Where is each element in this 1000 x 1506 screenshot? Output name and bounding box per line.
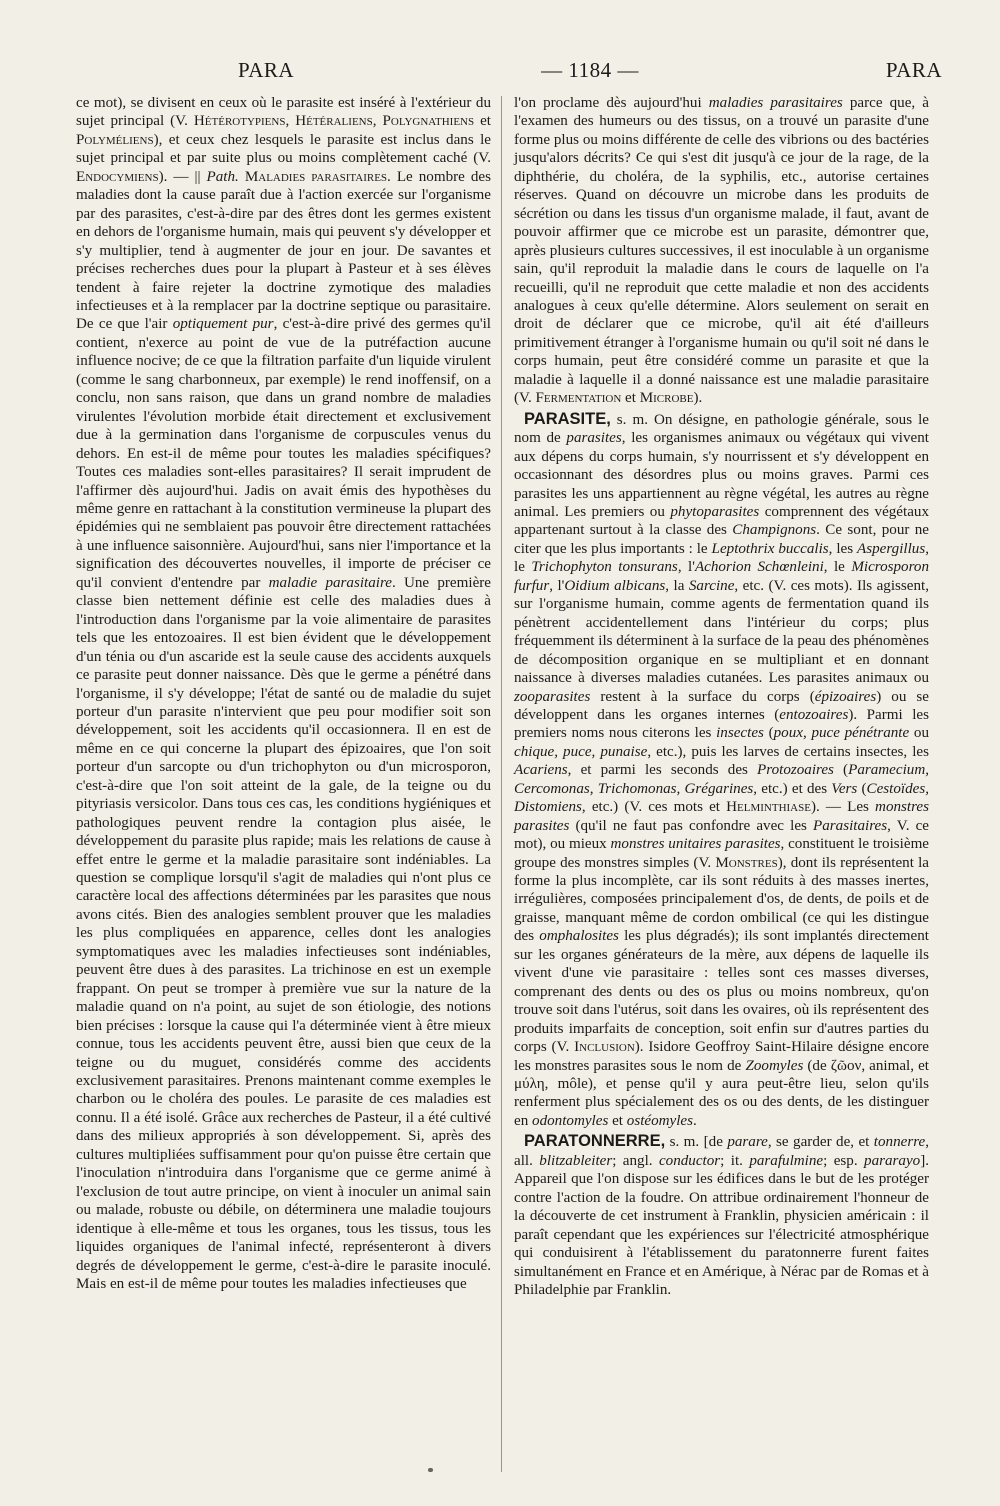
headword-paratonnerre: PARATONNERRE, [524,1132,666,1151]
page-number: — 1184 — [541,58,639,82]
text-columns [76,94,944,1480]
header-left-word: PARA [238,58,295,82]
entry-parasite: PARASITE, s. m. On désigne, en pathologie générale, sous le nom de parasites, les organismes animaux ou végétaux qui vivent aux dépens du corps humain, s'y nourrissent et s'y développent en occasionnant des désordres plus ou moins graves. Parmi ces parasites les uns appartiennent au règne végétal, les autres au règne animal. Les premiers ou phytoparasites comprennent des végétaux appartenant surtout à la classe des Champignons. Ce sont, pour ne citer que les plus importants : le Leptothrix buccalis, les Aspergillus, le Trichophyton tonsurans, l'Achorion Schœnleini, le Microsporon furfur, l'Oidium albicans, la Sarcine, etc. (V. ces mots). Ils agissent, sur l'organisme humain, comme agents de fermentation quand ils pénètrent accidentellement dans l'intérieur du corps; plus fréquemment ils déterminent à la surface de la peau des phénomènes de décomposition organique en se multipliant et en donnant naissance à diverses maladies cutanées. Les parasites animaux ou zooparasites restent à la surface du corps (épizoaires) ou se développent dans les organes internes (entozoaires). Parmi les premiers noms nous citerons les insectes (poux, puce pénétrante ou chique, puce, punaise, etc.), puis les larves de certains insectes, les Acariens, et parmi les seconds des Protozoaires (Paramecium, Cercomonas, Trichomonas, Grégarines, etc.) et des Vers (Cestoïdes, Distomiens, etc.) (V. ces mots et Helminthiase). — Les monstres parasites (qu'il ne faut pas confondre avec les Parasitaires, V. ce mot), ou mieux monstres unitaires parasites, constituent le troisième groupe des monstres simples (V. Monstres), dont ils représentent la forme la plus incomplète, car ils sont réduits à des masses inertes, irrégulières, composées principalement d'os, de dents, de poils et de graisse, manquant même de cordon ombilical (ce qui les distingue des omphalosites les plus dégradés); ils sont implantés directement sur les organes générateurs de la mère, aux dépens de laquelle ils vivent d'une vie parasitaire : telles sont ces masses diverses, comprenant des dents ou des os plus ou moins nombreux, qu'on trouve soit dans l'utérus, soit dans les ovaires, où ils représentent des produits imparfaits de conception, soit enfin sur d'autres parties du corps (V. Inclusion). Isidore Geoffroy Saint-Hilaire désigne encore les monstres parasites sous le nom de Zoomyles (de ζῶον, animal, et μύλη, môle), et pense qu'il y aura peut-être lieu, selon qu'ils renferment plus spécialement des os ou des dents, de les distinguer en odontomyles et ostéomyles. [514,409,930,1129]
paragraph-maladies-parasitaires-end: l'on proclame dès aujourd'hui maladies parasitaires parce que, à l'examen des humeurs ou des tissus, on a trouvé un parasite d'une forme plus ou moins différente de celle des vibrions ou des bactéries jusqu'alors décrits? Ce qui s'est dit jusqu'à ce jour de la rage, de la diphthérie, du choléra, de la syphilis, etc., autorise certaines réserves. Quand on découvre un microbe dans les produits de sécrétion ou dans les tissus d'un organisme malade, il faut, avant de pouvoir affirmer que ce microbe est un parasite, démontrer que, après plusieurs cultures successives, il est inoculable à un organisme sain, qu'il reproduit la maladie dans le cours de laquelle on l'a recueilli, qu'il ne reproduit que cette maladie et non des accidents analogues à ceux qu'elle détermine. Alors seulement on serait en droit de déclarer que ce microbe, qu'il ait été d'ailleurs primitivement étranger à l'organisme humain ou qu'il soit né dans le corps humain, peut être considéré comme un parasite et que la maladie à laquelle il a donné naissance est une maladie parasitaire (V. Fermentation et Microbe). [514,95,929,407]
left-column [76,94,491,1293]
paragraph-parasitaires-continued: ce mot), se divisent en ceux où le parasite est inséré à l'extérieur du sujet principal (V. Hétérotypiens, Hétéraliens, Polygnathiens et Polyméliens), et ceux chez lesquels le parasite est inclus dans le sujet principal et par suite plus ou moins complètement caché (V. Endocymiens). — || Path. Maladies parasitaires. Le nombre des maladies dont la cause paraît due à l'action exercée sur l'organisme par des parasites, c'est-à-dire par des êtres dont les germes existent en dehors de l'organisme humain, mais qui peuvent s'y développer et s'y multiplier, tend à augmenter de jour en jour. De savantes et précises recherches dues pour la plupart à Pasteur et à ses élèves tendent à faire rejeter la doctrine zymotique des maladies infectieuses et à la remplacer par la doctrine septique ou parasitaire. De ce que l'air optiquement pur, c'est-à-dire privé des germes qu'il contient, n'exerce au point de vue de la putréfaction aucune influence nocive; de ce que la filtration parfaite d'un liquide virulent (comme le sang charbonneux, par exemple) le rend inoffensif, on a conclu, non sans raison, que dans un grand nombre de maladies virulentes l'évolution morbide était directement et exclusivement due à la germination dans l'organisme de corpuscules venus du dehors. En est-il de même pour toutes les maladies spécifiques? Toutes ces maladies sont-elles parasitaires? Il serait imprudent de l'affirmer dès aujourd'hui. Jadis on avait émis des hypothèses du même genre en rattachant à la constitution vermineuse la plupart des épidémies qui ne semblaient pas pouvoir être directement rattachées à une influence saisonnière. Aujourd'hui, sans nier l'importance et la signification des découvertes nouvelles, il importe de préciser ce qu'il convient d'entendre par maladie parasitaire. Une première classe bien nettement définie est celle des maladies dues à l'introduction dans l'organisme par la voie alimentaire de parasites tels que les entozoaires. Il est bien évident que le développement d'un ténia ou d'un ascaride est la seule cause des accidents auxquels ce parasite peut donner naissance. Dès que le germe a pénétré dans l'organisme, il s'y développe; l'état de santé ou de maladie du sujet porteur d'un parasite n'intervient que peu pour modifier soit son développement, soit les accidents qu'il occasionnera. Il en est de même en ce qui concerne la plupart des épizoaires, que l'on soit porteur d'un sarcopte ou d'un trichophyton ou d'un microsporon, c'est-à-dire que l'on soit atteint de la gale, de la teigne ou du pityriasis versicolor. Dans tous ces cas, les conditions hygiéniques et pathologiques peuvent rendre la contagion plus aisée, le développement du parasite plus rapide; mais les relations de cause à effet entre le germe et la maladie parasitaire sont indéniables. La question se complique lorsqu'il s'agit de maladies qui n'ont plus ce caractère local des affections déterminées par les parasites que nous avons cités. Bien des analogies semblent prouver que les maladies les plus compliquées en apparence, celles dont les analogies symptomatiques avec les maladies infectieuses sont indéniables, peuvent être dues à des parasites. La trichinose en est un exemple frappant. On peut se tromper à première vue sur la nature de la maladie quand on n'a point, au sujet de son étiologie, des notions bien précises : lorsque la cause qui l'a déterminée vient à être mieux connue, tous les accidents peuvent être, aussi bien que ceux de la teigne ou du muguet, considérés comme des accidents exclusivement parasitaires. Prenons maintenant comme exemples le charbon ou le choléra des poules. Le parasite de ces maladies est connu. Il a été isolé. Grâce aux recherches de Pasteur, il a été cultivé dans des milieux appropriés à son développement. Si, après des cultures multipliées suffisamment pour qu'on puisse être certain que l'inoculation n'introduira dans l'organisme que ce germe animé à l'exclusion de tout autre principe, on vient à inoculer un animal sain ou malade, robuste ou débile, on déterminera une maladie toujours identique à elle-même et tous les organes, tous les tissus, tous les liquides organiques de l'animal infecté, représenteront à divers degrés de développement le germe, c'est-à-dire le parasite inoculé. Mais en est-il de même pour toutes les maladies infectieuses que [76,95,492,1292]
page-dot-mark [428,1468,433,1472]
running-head [238,58,942,88]
header-right-word: PARA [885,58,942,82]
entry-paratonnerre: PARATONNERRE, s. m. [de parare, se garder de, et tonnerre, all. blitzableiter; angl. conductor; it. parafulmine; esp. pararayo]. Appareil que l'on dispose sur les édifices dans le but de les protéger contre l'action de la foudre. On attribue ordinairement l'honneur de la découverte de cet instrument à Franklin, physicien américain : il paraît cependant que les expériences sur l'électricité atmosphérique qui conduisirent à l'établissement du paratonnerre furent faites simultanément en France et en Amérique, à Nérac par de Romas et à Philadelphie par Franklin. [514,1132,930,1298]
right-column [514,94,929,1299]
headword-parasite: PARASITE, [524,409,611,428]
column-divider [501,96,502,1472]
